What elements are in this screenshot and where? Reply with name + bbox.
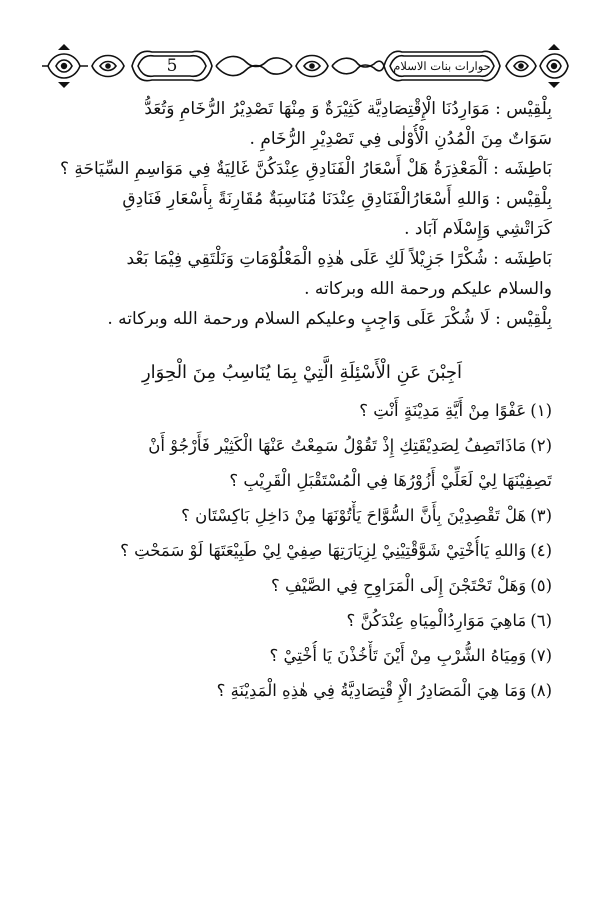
question-item-4 xyxy=(52,536,552,566)
question-item-3 xyxy=(52,501,552,531)
question-item-2 xyxy=(52,431,552,461)
dialogue-line: بِلْقِيْس : لَا شُكْرَ عَلَى وَاجِبٍ وعليكم السلام ورحمة الله وبركاته . xyxy=(107,309,552,329)
dialogue-line: بَاطِشَه : اَلْمَعْذِرَةُ هَلْ أَسْعَارُ الْفَنَادِقِ عِنْدَكُنَّ غَالِيَةٌ فِي مَوَاسِمِ السِّيَاحَةِ ؟ xyxy=(59,159,552,179)
question-text: وَمِيَاهُ الشُّرْبِ مِنْ أَيْنَ تَأْخُذْنَ يَا أُخْتِيْ ؟ xyxy=(269,646,527,665)
page-header-ornament xyxy=(40,40,570,96)
question-item-7 xyxy=(52,641,552,671)
dialogue-line: كَرَاتْشِي وَإِسْلَام آبَاد . xyxy=(404,219,552,239)
dialogue-turn-1 xyxy=(52,94,552,154)
question-text: تَصِفِيْنَهَا لِيْ لَعَلِّيْ أَزُوْرُهَا فِي الْمُسْتَقْبَلِ الْقَرِيْبِ ؟ xyxy=(229,471,552,490)
dialogue-line: بَاطِشَه : شُكْرًا جَزِيْلاً لَكِ عَلَى هٰذِهِ الْمَعْلُوْمَاتِ وَنَلْتَقِي فِيْمَا بَعْد xyxy=(126,249,552,269)
section-spacer xyxy=(52,334,552,356)
question-item-5 xyxy=(52,571,552,601)
question-number: (٢) xyxy=(530,436,552,455)
dialogue-line: سَوَاتٌ مِنَ الْمُدُنِ الْأُوْلٰى فِي تَصْدِيْرِ الرُّخَامِ . xyxy=(249,129,552,149)
question-number: (٣) xyxy=(530,506,552,525)
question-item-6 xyxy=(52,606,552,636)
page-content xyxy=(52,94,552,711)
question-text: مَاذَاتَصِفُ لِصَدِيْقَتِكِ إِذْ تَقُوْلُ سَمِعْتُ عَنْهَا الْكَثِيْر فَأَرْجُوْ أَنْ xyxy=(148,436,527,455)
dialogue-turn-4 xyxy=(52,244,552,304)
question-number: (٥) xyxy=(530,576,552,595)
book-title: حوارات بنات الاسلام xyxy=(393,59,491,73)
dialogue-turn-5 xyxy=(52,304,552,334)
question-text: وَاللهِ يَاأُخْتِيْ شَوَّقْتِيْنِيْ لِزِيَارَتِهَا صِفِيْ لِيْ طَبِيْعَتَهَا لَوْ سَمَحْتِ ؟ xyxy=(120,541,527,560)
question-number: (٨) xyxy=(530,681,552,700)
question-number: (٦) xyxy=(530,611,552,630)
question-text: هَلْ تَقْصِدِيْنَ بِأَنَّ السُّوَّاحَ يَأْتُوْنَهَا مِنْ دَاخِلِ بَاكِسْتَان ؟ xyxy=(181,506,527,525)
question-number: (٤) xyxy=(530,541,552,560)
dialogue-line: بِلْقِيْس : وَاللهِ أَسْعَارُالْفَنَادِقِ عِنْدَنَا مُنَاسِبَةٌ مُقَارِنَةً بِأَسْعَارِ فَنَادِقِ xyxy=(122,189,552,209)
question-number: (٧) xyxy=(530,646,552,665)
question-item-1 xyxy=(52,396,552,426)
dialogue-line: بِلْقِيْس : مَوَارِدُنَا الْإِقْتِصَادِيَّة كَثِيْرَةٌ وَ مِنْهَا تَصْدِيْرُ الرُّخَامِ وَتُعَدُّ xyxy=(144,99,552,119)
dialogue-line: والسلام عليكم ورحمة الله وبركاته . xyxy=(304,279,552,299)
page-number: 5 xyxy=(166,56,178,76)
question-number: (١) xyxy=(530,401,552,420)
question-text: عَفْوًا مِنْ أَيَّةِ مَدِيْنَةٍ أَنْتِ ؟ xyxy=(359,401,527,420)
question-item-2-continued xyxy=(52,466,552,496)
dialogue-turn-2 xyxy=(52,154,552,184)
question-item-8 xyxy=(52,676,552,706)
dialogue-turn-3 xyxy=(52,184,552,244)
exercise-heading: اَجِبْنَ عَنِ الْأَسْئِلَةِ الَّتِيْ بِمَا يُنَاسِبُ مِنَ الْحِوَارِ xyxy=(141,362,463,383)
question-text: مَاهِيَ مَوَارِدُالْمِيَاهِ عِنْدَكُنَّ ؟ xyxy=(346,611,527,630)
question-text: وَمَا هِيَ الْمَصَادِرُ الْإِ قْتِصَادِيَّةُ فِي هٰذِهِ الْمَدِيْنَةِ ؟ xyxy=(216,681,527,700)
question-text: وَهَلْ تَحْتَجْنَ إِلَى الْمَرَاوِحِ فِي الصَّيْفِ ؟ xyxy=(270,576,527,595)
